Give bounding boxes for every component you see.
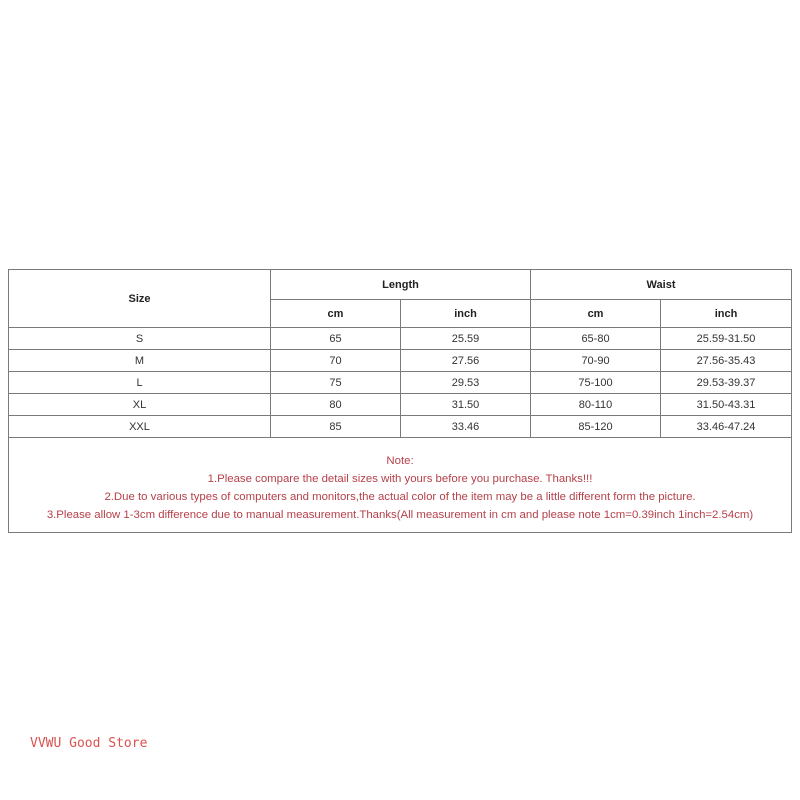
header-row-group xyxy=(9,270,792,300)
cell-waist-inch: 31.50-43.31 xyxy=(661,394,792,416)
table-row xyxy=(9,350,792,372)
size-chart-table xyxy=(8,269,792,533)
cell-length-cm: 65 xyxy=(271,328,401,350)
table-row xyxy=(9,394,792,416)
cell-size: L xyxy=(9,372,271,394)
header-length-cm: cm xyxy=(271,300,401,328)
cell-waist-cm: 75-100 xyxy=(531,372,661,394)
cell-waist-cm: 70-90 xyxy=(531,350,661,372)
cell-waist-inch: 33.46-47.24 xyxy=(661,416,792,438)
cell-waist-cm: 80-110 xyxy=(531,394,661,416)
note-line-1: 1.Please compare the detail sizes with yours before you purchase. Thanks!!! xyxy=(207,473,593,485)
note-line-3: 3.Please allow 1-3cm difference due to manual measurement.Thanks(All measurement in cm and please note 1cm=0.39inch 1inch=2.54cm) xyxy=(46,509,754,521)
note-row xyxy=(9,438,792,533)
cell-size: M xyxy=(9,350,271,372)
cell-length-inch: 33.46 xyxy=(401,416,531,438)
cell-length-cm: 70 xyxy=(271,350,401,372)
table-row xyxy=(9,416,792,438)
header-waist: Waist xyxy=(531,270,792,300)
header-waist-inch: inch xyxy=(661,300,792,328)
table-row xyxy=(9,372,792,394)
note-cell xyxy=(9,438,792,533)
cell-length-inch: 27.56 xyxy=(401,350,531,372)
cell-length-inch: 29.53 xyxy=(401,372,531,394)
cell-size: XL xyxy=(9,394,271,416)
cell-length-cm: 75 xyxy=(271,372,401,394)
cell-length-inch: 31.50 xyxy=(401,394,531,416)
header-size: Size xyxy=(9,270,271,328)
table-row xyxy=(9,328,792,350)
store-name: VVWU Good Store xyxy=(30,736,148,751)
header-length-inch: inch xyxy=(401,300,531,328)
cell-waist-cm: 85-120 xyxy=(531,416,661,438)
note-line-2: 2.Due to various types of computers and monitors,the actual color of the item may be a little different form the picture. xyxy=(104,491,696,503)
cell-waist-inch: 27.56-35.43 xyxy=(661,350,792,372)
cell-length-cm: 80 xyxy=(271,394,401,416)
header-length: Length xyxy=(271,270,531,300)
cell-waist-inch: 25.59-31.50 xyxy=(661,328,792,350)
cell-length-inch: 25.59 xyxy=(401,328,531,350)
cell-size: S xyxy=(9,328,271,350)
cell-length-cm: 85 xyxy=(271,416,401,438)
cell-waist-inch: 29.53-39.37 xyxy=(661,372,792,394)
header-waist-cm: cm xyxy=(531,300,661,328)
note-title: Note: xyxy=(386,455,414,467)
cell-size: XXL xyxy=(9,416,271,438)
cell-waist-cm: 65-80 xyxy=(531,328,661,350)
